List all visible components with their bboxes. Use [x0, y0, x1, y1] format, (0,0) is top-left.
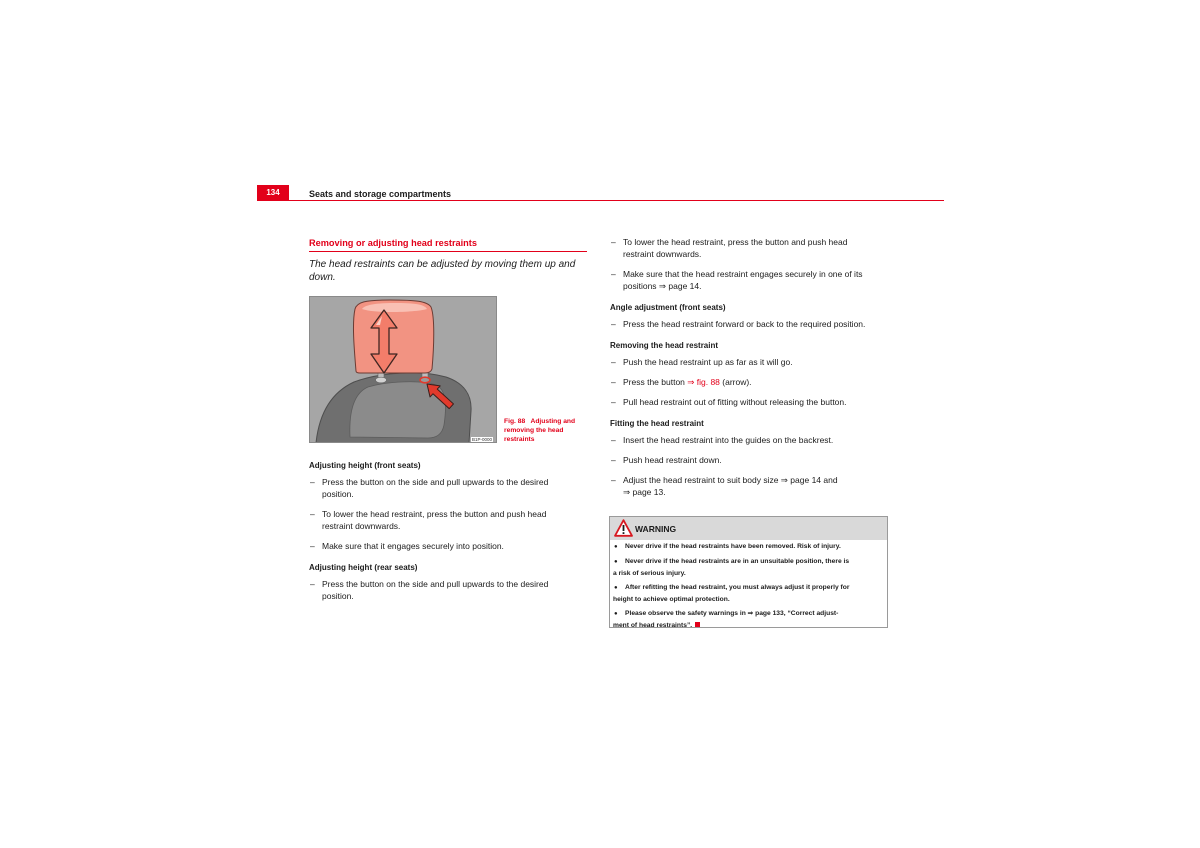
end-of-section-icon [695, 622, 700, 627]
warning-box [609, 516, 888, 628]
list-item [610, 356, 889, 368]
dash-marker: – [310, 541, 315, 551]
warning-item-text: Never drive if the head restraints are in an unsuitable position, there is a risk of serious injury. [613, 558, 850, 577]
warning-item [613, 608, 884, 631]
dash-marker: – [611, 357, 616, 367]
figure-head-restraint [309, 296, 497, 443]
dash-marker: – [611, 377, 616, 387]
list-item-text-after: (arrow). [719, 377, 752, 387]
dash-marker: – [611, 237, 616, 247]
warning-title: WARNING [635, 524, 677, 534]
list-item [610, 318, 889, 330]
list-item [309, 508, 587, 532]
list-item-text: Press the head restraint forward or back to the required position. [623, 319, 866, 329]
right-column [610, 236, 889, 498]
list-item-text: Push head restraint down. [623, 455, 722, 465]
left-column [309, 460, 587, 602]
list-item-text: Make sure that the head restraint engages securely in one of its positions ⇒ page 14. [623, 269, 863, 291]
list-item [610, 396, 889, 408]
dash-marker: – [611, 435, 616, 445]
warning-item [613, 556, 884, 579]
list-item [610, 434, 889, 446]
list-item-text: Adjust the head restraint to suit body size ⇒ page 14 and ⇒ page 13. [623, 475, 838, 497]
warning-item [613, 541, 884, 553]
warning-item-text: Please observe the safety warnings in ⇒ page 133, “Correct adjust- ment of head restraints”. [613, 610, 839, 629]
subheading-adjusting-front: Adjusting height (front seats) [309, 461, 421, 470]
figure-caption-text: Adjusting and removing the head restraints [504, 417, 576, 443]
list-item-text: Press the button [623, 377, 688, 387]
list-item-text: Pull head restraint out of fitting without releasing the button. [623, 397, 847, 407]
list-item-text: To lower the head restraint, press the button and push head restraint downwards. [623, 237, 848, 259]
dash-marker: – [611, 455, 616, 465]
list-item-text: Insert the head restraint into the guides on the backrest. [623, 435, 834, 445]
list-item [309, 578, 587, 602]
bullet-icon: ● [614, 611, 618, 617]
subheading-angle-adjustment: Angle adjustment (front seats) [610, 303, 726, 312]
header-rule [257, 200, 944, 202]
dash-marker: – [611, 319, 616, 329]
list-item [610, 236, 889, 260]
list-item-text: Press the button on the side and pull upwards to the desired position. [322, 579, 549, 601]
dash-marker: – [310, 579, 315, 589]
heading-rule [309, 251, 587, 252]
list-item-text: To lower the head restraint, press the button and push head restraint downwards. [322, 509, 547, 531]
intro-text: The head restraints can be adjusted by moving them up and down. [309, 258, 576, 283]
subheading-adjusting-rear: Adjusting height (rear seats) [309, 563, 418, 572]
chapter-title: Seats and storage compartments [309, 189, 452, 199]
list-item [610, 474, 889, 498]
list-item [610, 376, 889, 388]
list-item [610, 268, 889, 292]
subheading-removing: Removing the head restraint [610, 341, 719, 350]
dash-marker: – [611, 475, 616, 485]
list-item [309, 476, 587, 500]
list-item [309, 540, 587, 552]
figure-number: Fig. 88 [504, 417, 526, 425]
warning-item [613, 582, 884, 605]
subheading-fitting: Fitting the head restraint [610, 419, 704, 428]
figure-caption [504, 417, 575, 444]
headrest-button [420, 377, 430, 383]
bullet-icon: ● [614, 585, 618, 591]
section-heading: Removing or adjusting head restraints [309, 238, 477, 248]
list-item-text: Make sure that it engages securely into position. [322, 541, 504, 551]
figure-code: B1P-0000 [472, 437, 493, 442]
bullet-icon: ● [614, 559, 618, 565]
list-item [610, 454, 889, 466]
page-number: 134 [257, 185, 289, 200]
figure-reference-link[interactable]: ⇒ fig. 88 [687, 377, 720, 387]
dash-marker: – [611, 269, 616, 279]
bullet-icon: ● [614, 544, 618, 550]
headrest-guide-left [376, 377, 387, 383]
list-item-text: Push the head restraint up as far as it will go. [623, 357, 793, 367]
dash-marker: – [310, 509, 315, 519]
dash-marker: – [310, 477, 315, 487]
warning-item-text: After refitting the head restraint, you must always adjust it properly for height to achieve optimal protection. [613, 584, 850, 603]
warning-triangle-icon [614, 519, 633, 537]
warning-header [610, 517, 887, 540]
dash-marker: – [611, 397, 616, 407]
list-item-text: Press the button on the side and pull upwards to the desired position. [322, 477, 549, 499]
warning-body [610, 540, 887, 631]
warning-item-text: Never drive if the head restraints have been removed. Risk of injury. [625, 543, 841, 550]
